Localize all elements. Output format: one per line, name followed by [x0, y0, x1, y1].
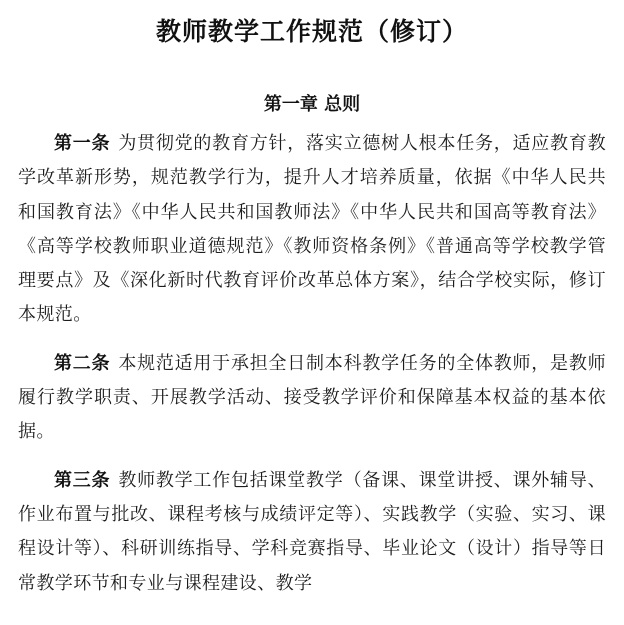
article-1-text: 为贯彻党的教育方针，落实立德树人根本任务，适应教育教学改革新形势，规范教学行为，提升人才培养质量，依据《中华人民共和国教育法》《中华人民共和国教师法》《中华人民共和国高等教育法》《高等学校教师职业道德规范》《教师资格条例》《普通高等学校教学管理要点》及《深化新时代教育评价改革总体方案》，结合学校实际，修订本规范。 — [18, 133, 607, 326]
article-3 — [18, 464, 606, 601]
article-2 — [18, 347, 606, 450]
article-1-heading: 第一条 — [54, 133, 111, 154]
article-list — [18, 127, 606, 615]
document-title: 教师教学工作规范（修订） — [155, 17, 468, 46]
chapter-title: 第一章 总则 — [263, 94, 361, 115]
article-2-heading: 第二条 — [54, 352, 111, 374]
article-1 — [18, 127, 606, 333]
article-3-heading: 第三条 — [54, 469, 111, 491]
article-2-text: 本规范适用于承担全日制本科教学任务的全体教师，是教师履行教学职责、开展教学活动、接受教学评价和保障基本权益的基本依据。 — [18, 352, 607, 443]
article-3-text: 教师教学工作包括课堂教学（备课、课堂讲授、课外辅导、作业布置与批改、课程考核与成绩评定等）、实践教学（实验、实习、课程设计等）、科研训练指导、学科竞赛指导、毕业论文（设计）指导等日常教学环节和专业与课程建设、教学 — [18, 469, 607, 594]
